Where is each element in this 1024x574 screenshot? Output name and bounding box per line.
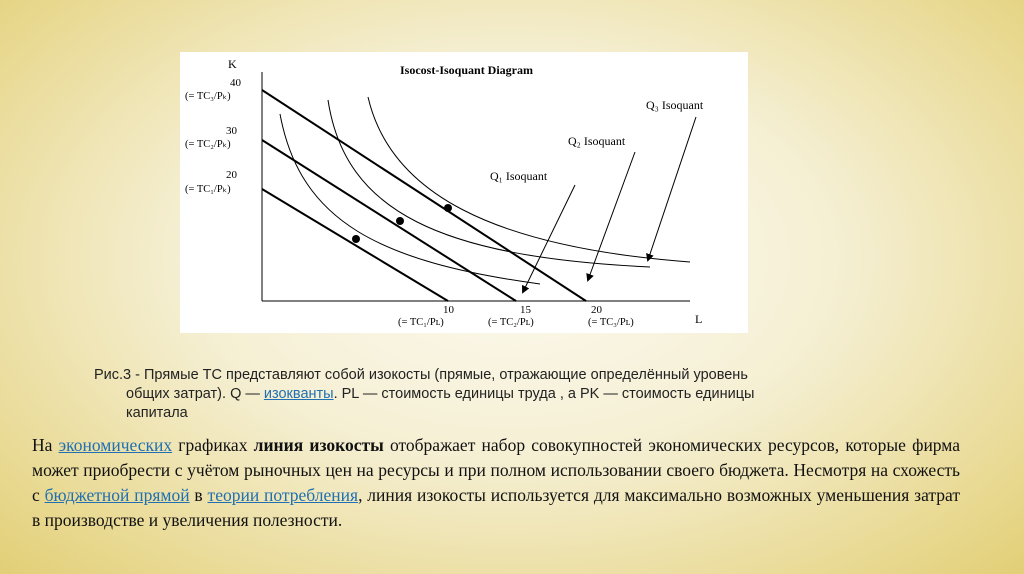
- x-tick-10: 10: [443, 304, 454, 316]
- y-tick-40: 40: [230, 77, 241, 89]
- caption-line3: капитала: [126, 405, 188, 421]
- y-tick-30-note: (= TC₂/Pₖ): [185, 139, 231, 150]
- para-s4: в: [189, 485, 208, 505]
- y-tick-20-note: (= TC₁/Pₖ): [185, 184, 231, 195]
- x-tick-15: 15: [520, 304, 531, 316]
- body-paragraph: [32, 433, 960, 533]
- caption-q: Q: [230, 386, 242, 402]
- para-s2: графиках: [172, 435, 254, 455]
- tangency-point-q3: [444, 204, 452, 212]
- isocost-isoquant-figure: [180, 52, 748, 333]
- x-tick-20-note: (= TC₃/Pʟ): [588, 317, 634, 328]
- x-axis-label: L: [695, 312, 703, 326]
- caption-dash: —: [241, 386, 264, 402]
- y-tick-30: 30: [226, 125, 237, 137]
- caption-pk: PK: [579, 386, 600, 402]
- x-tick-20: 20: [591, 304, 602, 316]
- x-tick-10-note: (= TC₁/Pʟ): [398, 317, 444, 328]
- caption-line2-c: — стоимость единицы труда , а: [358, 386, 580, 402]
- caption-pl: PL: [341, 386, 359, 402]
- caption-prefix: Рис.3 - Прямые: [94, 367, 203, 383]
- diagram-title: Isocost-Isoquant Diagram: [400, 63, 534, 77]
- consumer-theory-link[interactable]: теории потребления: [207, 485, 359, 505]
- x-tick-15-note: (= TC₂/Pʟ): [488, 317, 534, 328]
- arrow-q3: [648, 117, 696, 260]
- figure-caption: [94, 366, 934, 423]
- isoquants-link[interactable]: изокванты: [263, 386, 334, 402]
- isocost-line-tc3: [262, 90, 586, 301]
- y-axis-label: K: [228, 57, 237, 71]
- para-s5: , линия изокосты используется для максимально возможных уменьшения затрат в производстве и увеличения полезности.: [32, 485, 960, 530]
- para-s1: На: [32, 435, 59, 455]
- isocost-line-tc1: [262, 189, 448, 301]
- isocost-line-tc2: [262, 140, 516, 301]
- diagram-svg: [180, 52, 748, 333]
- isoquant-q1-curve: [280, 114, 540, 284]
- caption-part1: представляют собой изокосты (прямые, отражающие определённый уровень: [222, 367, 748, 383]
- isoquant-q3-label: Q₃ Isoquant: [646, 98, 704, 112]
- caption-tc: TC: [202, 367, 223, 383]
- y-tick-40-note: (= TC₃/Pₖ): [185, 91, 231, 102]
- caption-line2-d: — стоимость единицы: [599, 386, 755, 402]
- tangency-point-q1: [352, 235, 360, 243]
- y-tick-20: 20: [226, 169, 237, 181]
- budget-line-link[interactable]: бюджетной прямой: [44, 485, 190, 505]
- isoquant-q1-label: Q₁ Isoquant: [490, 169, 548, 183]
- caption-line2: [94, 385, 934, 404]
- caption-line2-a: общих затрат).: [126, 386, 231, 402]
- economic-link[interactable]: экономических: [58, 435, 173, 455]
- para-s3: отображает набор совокупностей экономических ресурсов, которые фирма может приобрести с учётом рыночных цен на ресурсы и при полном использовании своего бюджета. Несмотря на схожесть с: [32, 435, 961, 505]
- isocost-term: линия изокосты: [253, 435, 384, 455]
- arrow-q2: [588, 152, 635, 280]
- isoquant-q2-label: Q₂ Isoquant: [568, 134, 626, 148]
- tangency-point-q2: [396, 217, 404, 225]
- caption-line2-b: .: [333, 386, 342, 402]
